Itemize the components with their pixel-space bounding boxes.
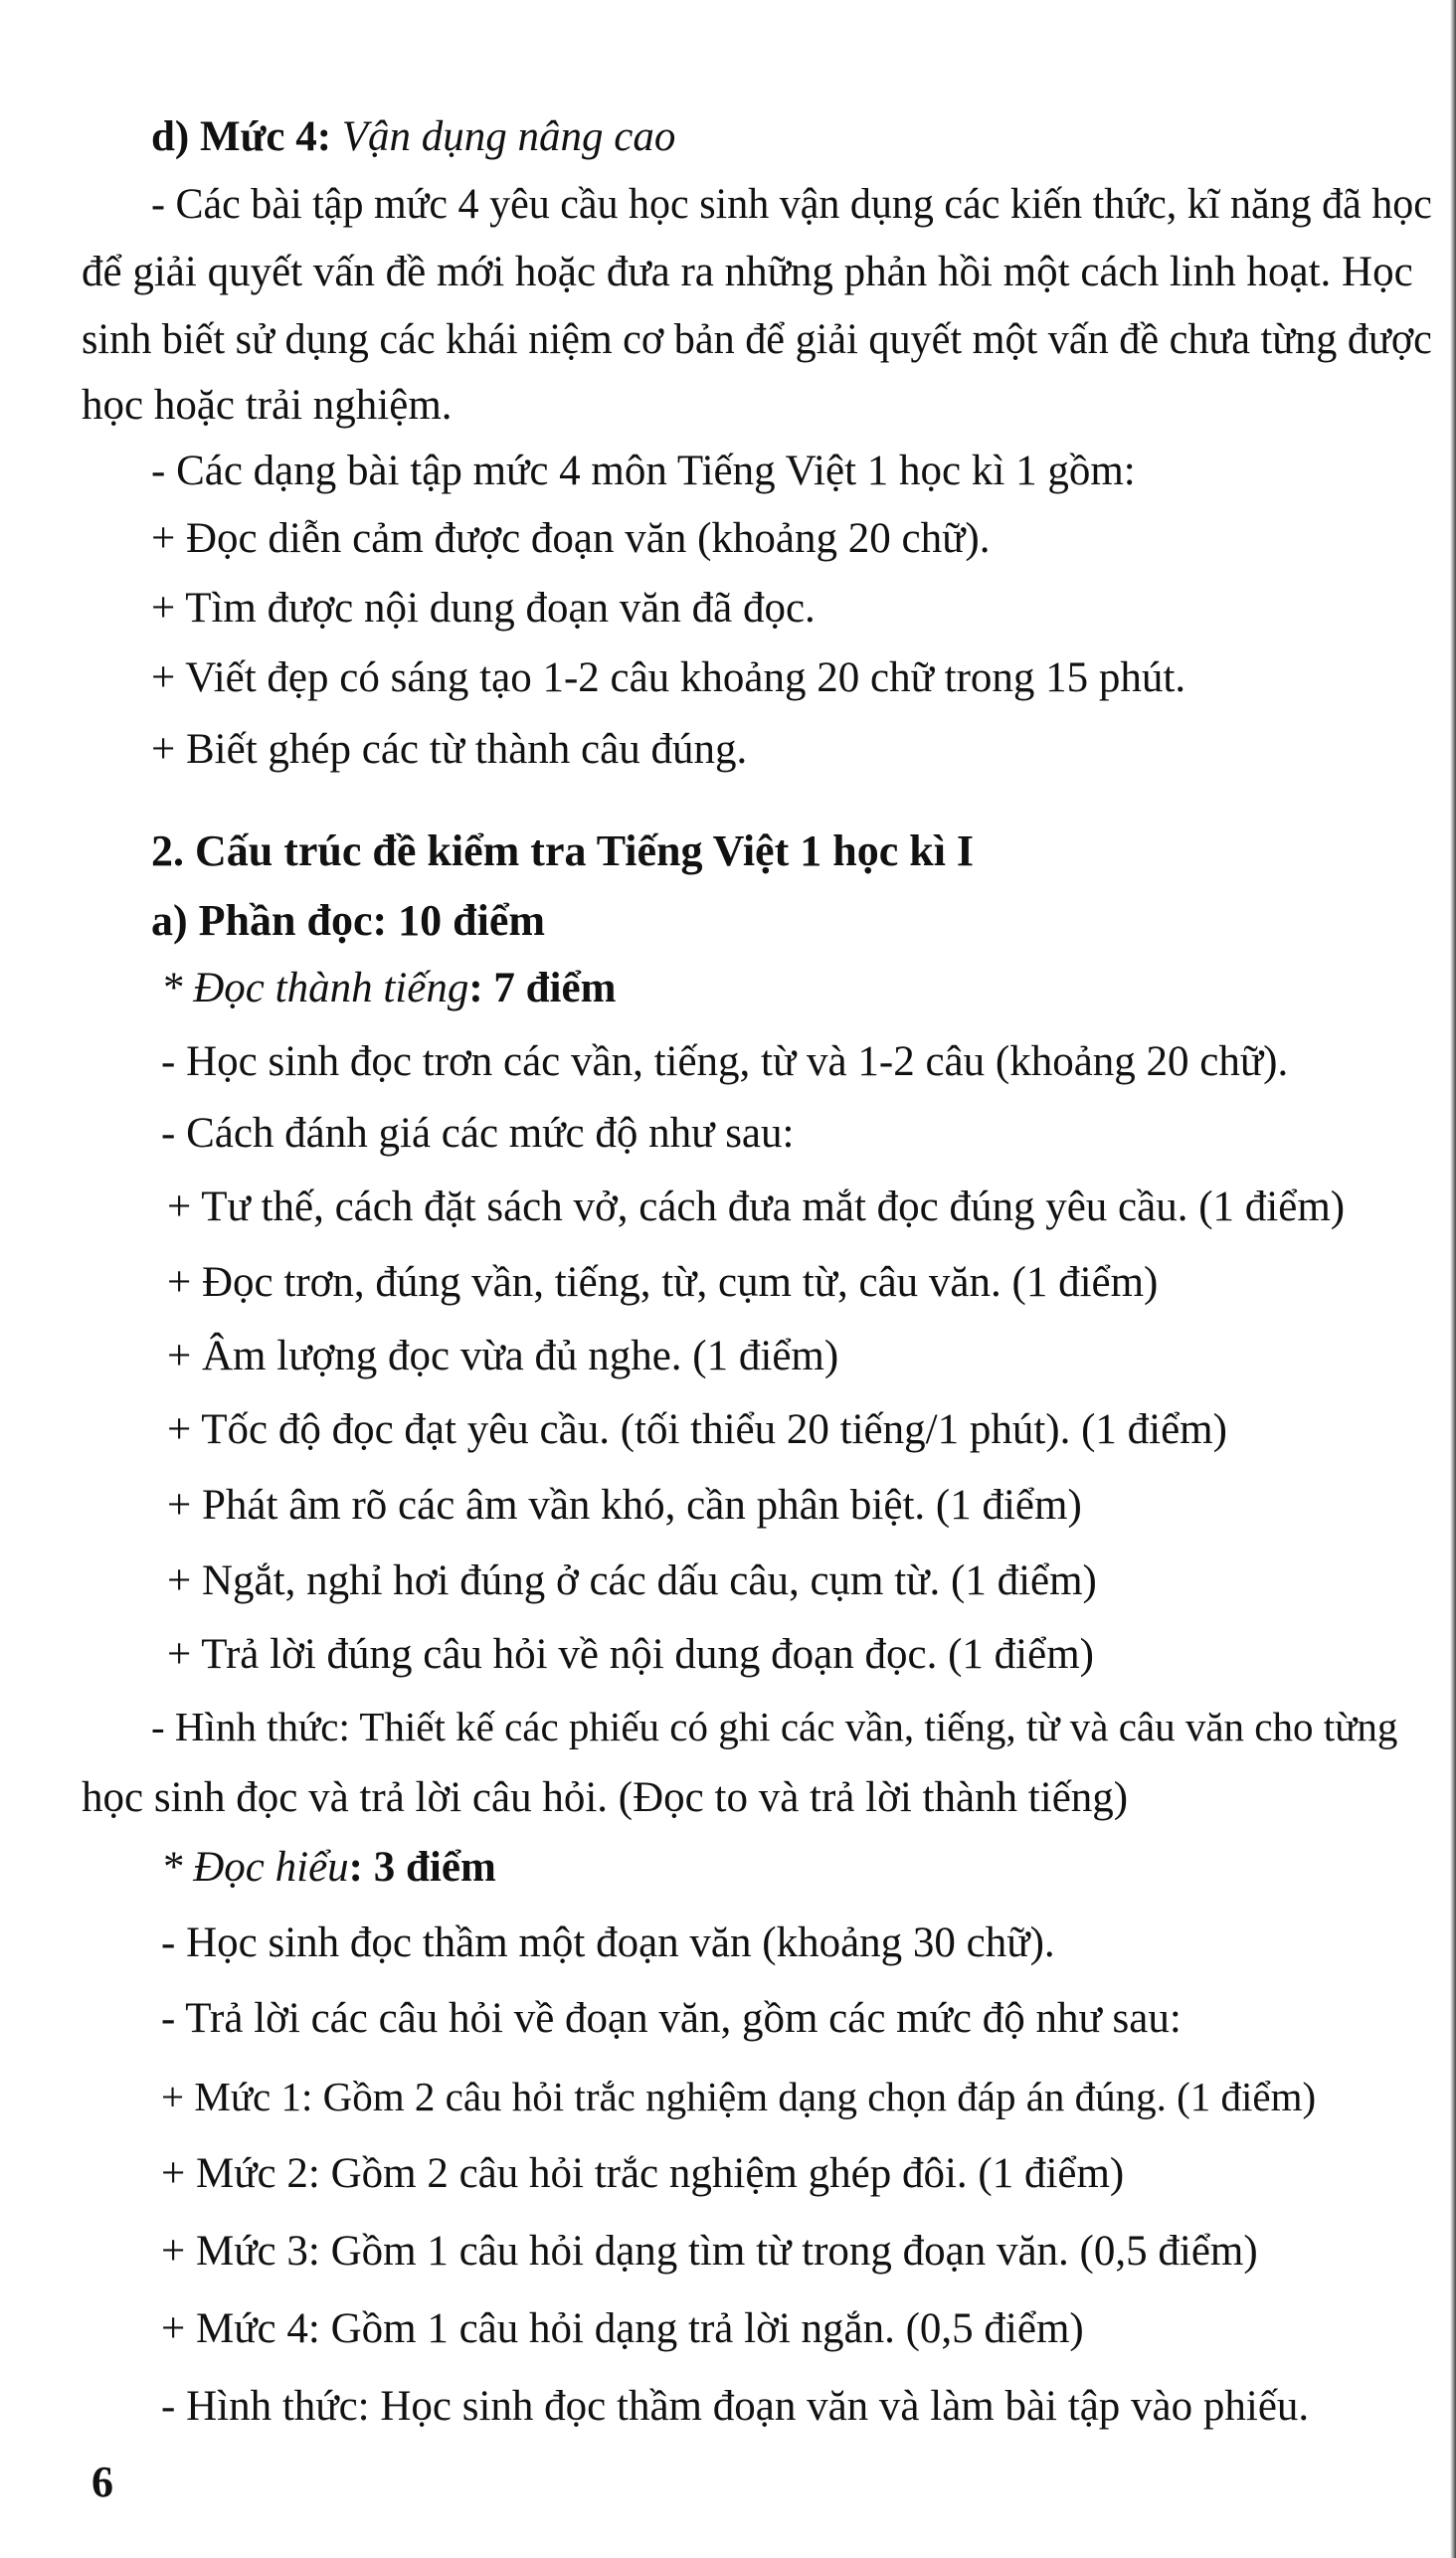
section-d-label: d) Mức 4: (151, 113, 332, 160)
part-a-heading: a) Phần đọc: 10 điểm (151, 896, 545, 945)
list-item: + Đọc diễn cảm được đoạn văn (khoảng 20 chữ). (151, 515, 991, 562)
section-2-heading: 2. Cấu trúc đề kiểm tra Tiếng Việt 1 học kì I (151, 826, 975, 875)
list-item: + Âm lượng đọc vừa đủ nghe. (1 điểm) (167, 1333, 839, 1379)
list-item: + Mức 2: Gồm 2 câu hỏi trắc nghiệm ghép đôi. (1 điểm) (161, 2150, 1125, 2197)
paragraph-line: - Học sinh đọc thầm một đoạn văn (khoảng 30 chữ). (161, 1919, 1055, 1966)
list-item: + Viết đẹp có sáng tạo 1-2 câu khoảng 20 chữ trong 15 phút. (151, 654, 1186, 701)
list-item: + Phát âm rõ các âm vần khó, cần phân biệt. (1 điểm) (167, 1482, 1082, 1529)
read-aloud-label: * Đọc thành tiếng (161, 965, 469, 1011)
paragraph-line: - Hình thức: Học sinh đọc thầm đoạn văn và làm bài tập vào phiếu. (161, 2383, 1310, 2430)
comprehension-label: * Đọc hiểu (161, 1844, 349, 1891)
list-item: + Trả lời đúng câu hỏi về nội dung đoạn đọc. (1 điểm) (167, 1631, 1094, 1678)
list-item: + Mức 3: Gồm 1 câu hỏi dạng tìm từ trong đoạn văn. (0,5 điểm) (161, 2228, 1258, 2275)
paragraph-line: - Trả lời các câu hỏi về đoạn văn, gồm các mức độ như sau: (161, 1995, 1182, 2042)
page-edge-shadow (1450, 0, 1456, 2558)
list-item: + Tư thế, cách đặt sách vở, cách đưa mắt đọc đúng yêu cầu. (1 điểm) (167, 1184, 1346, 1230)
list-item: + Tốc độ đọc đạt yêu cầu. (tối thiểu 20 tiếng/1 phút). (1 điểm) (167, 1406, 1227, 1453)
list-intro: - Các dạng bài tập mức 4 môn Tiếng Việt 1 học kì 1 gồm: (151, 448, 1136, 494)
list-item: + Tìm được nội dung đoạn văn đã đọc. (151, 585, 816, 632)
paragraph-line: - Học sinh đọc trơn các vần, tiếng, từ và 1-2 câu (khoảng 20 chữ). (161, 1038, 1289, 1085)
list-item: + Mức 1: Gồm 2 câu hỏi trắc nghiệm dạng chọn đáp án đúng. (1 điểm) (161, 2074, 1317, 2119)
section-d-heading (151, 109, 675, 165)
list-item: + Đọc trơn, đúng vần, tiếng, từ, cụm từ, câu văn. (1 điểm) (167, 1259, 1159, 1306)
paragraph-line: để giải quyết vấn đề mới hoặc đưa ra những phản hồi một cách linh hoạt. Học (82, 249, 1413, 295)
read-aloud-points: : 7 điểm (468, 965, 617, 1011)
comprehension-heading (161, 1840, 496, 1896)
list-item: + Ngắt, nghỉ hơi đúng ở các dấu câu, cụm từ. (1 điểm) (167, 1557, 1097, 1604)
list-item: + Biết ghép các từ thành câu đúng. (151, 726, 748, 773)
read-aloud-heading (161, 961, 616, 1016)
section-d-title: Vận dụng nâng cao (341, 113, 676, 160)
page-number: 6 (91, 2458, 113, 2506)
paragraph-line: học sinh đọc và trả lời câu hỏi. (Đọc to và trả lời thành tiếng) (82, 1774, 1129, 1821)
list-item: + Mức 4: Gồm 1 câu hỏi dạng trả lời ngắn. (0,5 điểm) (161, 2305, 1084, 2352)
paragraph-line: sinh biết sử dụng các khái niệm cơ bản để giải quyết một vấn đề chưa từng được (82, 316, 1432, 363)
paragraph-line: học hoặc trải nghiệm. (82, 382, 453, 429)
paragraph-line: - Các bài tập mức 4 yêu cầu học sinh vận dụng các kiến thức, kĩ năng đã học (151, 181, 1432, 228)
comprehension-points: : 3 điểm (348, 1844, 496, 1891)
paragraph-line: - Cách đánh giá các mức độ như sau: (161, 1110, 795, 1157)
paragraph-line: - Hình thức: Thiết kế các phiếu có ghi các vần, tiếng, từ và câu văn cho từng (151, 1704, 1398, 1749)
